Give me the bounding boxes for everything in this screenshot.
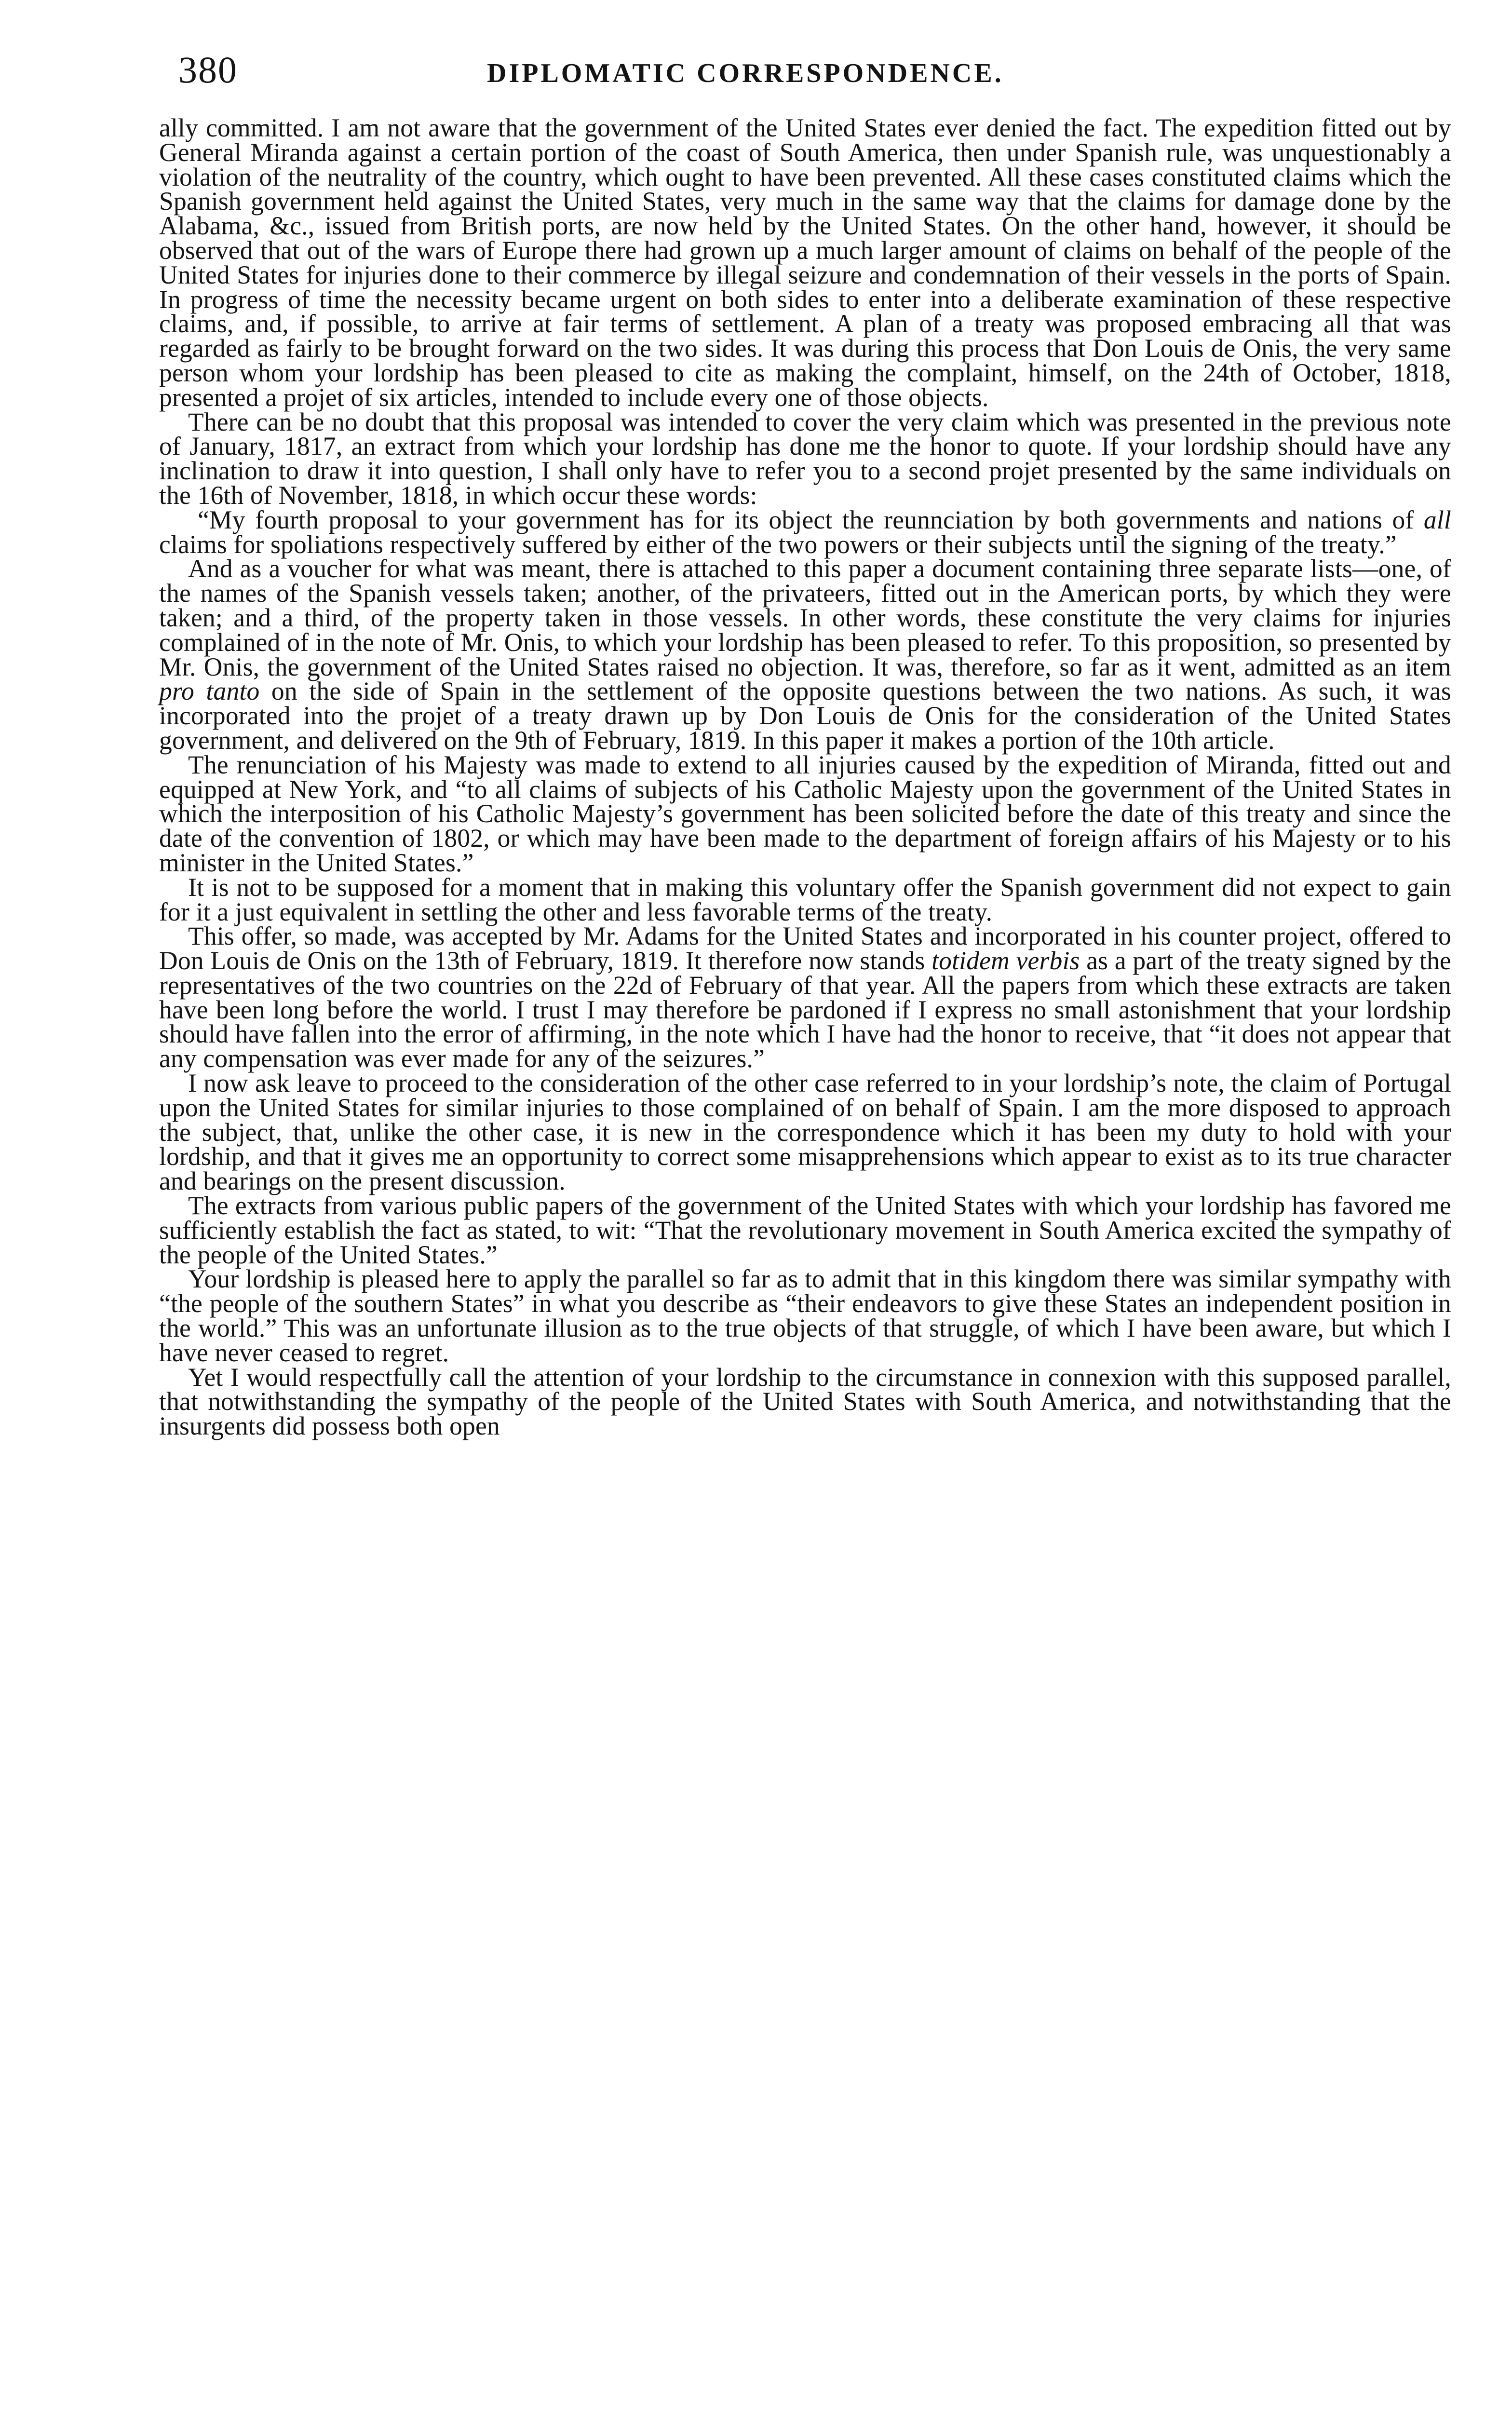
paragraph: ally committed. I am not aware that the government of the United States ever denied the fact. The expedition fitted out by General Miranda against a certain portion of the coast of South America, then under Spanish rule, was unquestionably a violation of the neutrality of the country, which ought to have been prevented. All these cases constituted claims which the Spanish government held against the United States, very much in the same way that the claims for damage done by the Alabama, &c., issued from British ports, are now held by the United States. On the other hand, however, it should be observed that out of the wars of Europe there had grown up a much larger amount of claims on behalf of the people of the United States for injuries done to their commerce by illegal seizure and condemnation of their vessels in the ports of Spain. In progress of time the necessity became urgent on both sides to enter into a deliberate examination of these respective claims, and, if possible, to arrive at fair terms of settlement. A plan of a treaty was proposed embracing all that was regarded as fairly to be brought forward on the two sides. It was during this process that Don Louis de Onis, the very same person whom your lordship has been pleased to cite as making the complaint, himself, on the 24th of October, 1818, presented a projet of six articles, intended to include every one of those objects.: [159, 113, 1451, 412]
text-run: as a part of the treaty signed by the representatives of the two countries on the 22d of February of that year. All the papers from which these extracts are taken have been long before the world. I trust I may therefore be pardoned if I express no small astonishment that your lordship should have fallen into the error of affirming, in the note which I have had the honor to receive, that “it does not appear that any compensation was ever made for any of the seizures.”: [159, 946, 1451, 1073]
text-run: claims for spoliations respectively suffered by either of the two powers or their subjects until the signing of the treaty.”: [159, 529, 1397, 559]
paragraph: I now ask leave to proceed to the consideration of the other case referred to in your lordship’s note, the claim of Portugal upon the United States for similar injuries to those complained of on behalf of Spain. I am the more disposed to approach the subject, that, unlike the other case, it is new in the correspondence which it has been my duty to hold with your lordship, and that it gives me an opportunity to correct some misapprehensions which appear to exist as to its true character and bearings on the present discussion.: [159, 1069, 1451, 1196]
quoted-paragraph: [159, 505, 1451, 559]
paragraph: Yet I would respectfully call the attention of your lordship to the circumstance in connexion with this supposed parallel, that notwithstanding the sympathy of the people of the United States with South America, and notwithstanding that the insurgents did possess both open: [159, 1362, 1451, 1441]
paragraph: The renunciation of his Majesty was made to extend to all injuries caused by the expedition of Miranda, fitted out and equipped at New York, and “to all claims of subjects of his Catholic Majesty upon the government of the United States in which the interposition of his Catholic Majesty’s government has been solicited before the date of this treaty and since the date of the convention of 1802, or which may have been made to the department of foreign affairs of his Majesty or to his minister in the United States.”: [159, 750, 1451, 877]
italic-text: pro tanto: [159, 677, 260, 706]
text-run: And as a voucher for what was meant, there is attached to this paper a document containing three separate lists—one, of the names of the Spanish vessels taken; another, of the privateers, fitted out in the American ports, by which they were taken; and a third, of the property taken in those vessels. In other words, these constitute the very claims for injuries complained of in the note of Mr. Onis, to which your lordship has been pleased to refer. To this proposition, so presented by Mr. Onis, the government of the United States raised no objection. It was, therefore, so far as it went, admitted as an item: [159, 554, 1451, 681]
page-content: [159, 43, 1451, 1441]
page-number: 380: [178, 49, 238, 91]
text-run: “My fourth proposal to your government has for its object the reunnciation by both governments and nations of: [198, 505, 1424, 534]
paragraph: There can be no doubt that this proposal was intended to cover the very claim which was presented in the previous note of January, 1817, an extract from which your lordship has done me the honor to quote. If your lordship should have any inclination to draw it into question, I shall only have to refer you to a second projet presented by the same individuals on the 16th of November, 1818, in which occur these words:: [159, 407, 1451, 510]
running-title: DIPLOMATIC CORRESPONDENCE.: [487, 58, 1004, 88]
paragraph: [159, 921, 1451, 1073]
body-text: [159, 113, 1451, 1441]
text-run: This offer, so made, was accepted by Mr. Adams for the United States and incorporated in his counter project, offered to Don Louis de Onis on the 13th of February, 1819. It therefore now stands: [159, 921, 1451, 975]
italic-text: totidem verbis: [932, 946, 1080, 975]
italic-text: all: [1423, 505, 1451, 534]
paragraph: The extracts from various public papers of the government of the United States with which your lordship has favored me sufficiently establish the fact as stated, to wit: “That the revolutionary movement in South America excited the sympathy of the people of the United States.”: [159, 1191, 1451, 1269]
paragraph: Your lordship is pleased here to apply the parallel so far as to admit that in this kingdom there was similar sympathy with “the people of the southern States” in what you describe as “their endeavors to give these States an independent position in the world.” This was an unfortunate illusion as to the true objects of that struggle, of which I have been aware, but which I have never ceased to regret.: [159, 1264, 1451, 1367]
text-run: on the side of Spain in the settlement of the opposite questions between the two nations. As such, it was incorporated into the projet of a treaty drawn up by Don Louis de Onis for the consideration of the United States government, and delivered on the 9th of February, 1819. In this paper it makes a portion of the 10th article.: [159, 677, 1451, 755]
paragraph: It is not to be supposed for a moment that in making this voluntary offer the Spanish government did not expect to gain for it a just equivalent in settling the other and less favorable terms of the treaty.: [159, 872, 1451, 926]
paragraph: [159, 554, 1451, 755]
running-header: [159, 43, 1451, 116]
